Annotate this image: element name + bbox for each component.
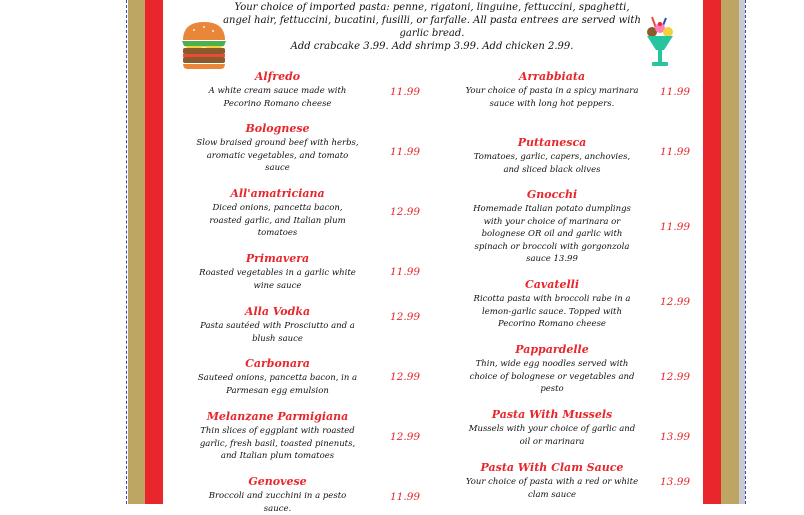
item-description: Broccoli and zucchini in a pesto sauce.	[208, 491, 347, 514]
item-price: 11.99	[660, 146, 691, 158]
item-description: A white cream sauce made with Pecorino Romano cheese	[208, 86, 347, 109]
item-price: 11.99	[660, 221, 691, 233]
item-name: Genovese	[248, 475, 307, 488]
item-name: Melanzane Parmigiana	[206, 410, 349, 423]
add-ons-text: Add crabcake 3.99. Add shrimp 3.99. Add chicken 2.99.	[290, 41, 574, 52]
item-price: 12.99	[390, 206, 421, 218]
item-price: 13.99	[660, 476, 691, 488]
left-dashed-border	[126, 0, 127, 504]
item-description: Tomatoes, garlic, capers, anchovies, and sliced black olives	[473, 152, 631, 175]
menu-item-pasta-with-mussels	[465, 408, 639, 448]
item-name: Primavera	[245, 252, 310, 265]
left-red-stripe	[145, 0, 163, 504]
item-price: 12.99	[390, 431, 421, 443]
item-description: Thin slices of eggplant with roasted garlic, fresh basil, toasted pinenuts, and Italian plum tomatoes	[199, 426, 356, 461]
item-description: Ricotta pasta with broccoli rabe in a lemon-garlic sauce. Topped with Pecorino Romano cheese	[473, 294, 631, 329]
item-price: 11.99	[660, 86, 691, 98]
menu-item-pasta-with-clam-sauce	[465, 461, 639, 501]
item-price: 11.99	[390, 146, 421, 158]
menu-item-alla-vodka	[195, 305, 360, 345]
item-name: Carbonara	[245, 357, 310, 370]
menu-item-puttanesca	[465, 136, 639, 176]
right-gold-stripe	[721, 0, 739, 504]
item-description: Sauteed onions, pancetta bacon, in a Parmesan egg emulsion	[197, 373, 358, 396]
item-name: Pappardelle	[515, 343, 589, 356]
item-description: Slow braised ground beef with herbs, aromatic vegetables, and tomato sauce	[196, 138, 359, 173]
menu-item-arrabbiata	[465, 70, 639, 110]
left-gold-stripe	[128, 0, 145, 504]
menu-item-gnocchi	[465, 188, 639, 266]
item-name: Alfredo	[254, 70, 301, 83]
sundae-icon	[644, 14, 676, 70]
item-name: Gnocchi	[526, 188, 578, 201]
item-name: Puttanesca	[517, 136, 587, 149]
item-price: 11.99	[390, 86, 421, 98]
item-description: Thin, wide egg noodles served with choice of bolognese or vegetables and pesto	[469, 359, 635, 394]
item-price: 13.99	[660, 431, 691, 443]
menu-item-bolognese	[195, 122, 360, 175]
item-price: 11.99	[390, 266, 421, 278]
item-price: 12.99	[660, 296, 691, 308]
item-name: Alla Vodka	[244, 305, 311, 318]
right-dashed-border	[745, 0, 746, 504]
item-description: Mussels with your choice of garlic and oil or marinara	[468, 424, 636, 447]
menu-item-carbonara	[195, 357, 360, 397]
menu-item-melanzane-parmigiana	[195, 410, 360, 463]
menu-item-genovese	[195, 475, 360, 515]
item-name: Arrabbiata	[518, 70, 586, 83]
pasta-intro-text: Your choice of imported pasta: penne, rigatoni, linguine, fettuccini, spaghetti, angel hair, fettuccini, bucatini, fusilli, or farfalle. All pasta entrees are served with garlic bread.	[223, 2, 641, 39]
item-name: Pasta With Mussels	[491, 408, 613, 421]
left-margin	[0, 0, 128, 504]
menu-item-primavera	[195, 252, 360, 292]
item-price: 12.99	[660, 371, 691, 383]
menu-item-alfredo	[195, 70, 360, 110]
menu-item-pappardelle	[465, 343, 639, 396]
item-name: All'amatriciana	[230, 187, 325, 200]
item-name: Bolognese	[245, 122, 310, 135]
right-red-stripe	[703, 0, 721, 504]
item-name: Pasta With Clam Sauce	[480, 461, 624, 474]
menu-item-amatriciana	[195, 187, 360, 240]
item-description: Pasta sautéed with Prosciutto and a blush sauce	[200, 321, 355, 344]
item-description: Homemade Italian potato dumplings with your choice of marinara or bolognese OR oil and garlic with spinach or broccoli with gorgonzola sauce 13.99	[473, 204, 631, 264]
item-price: 12.99	[390, 311, 421, 323]
item-price: 12.99	[390, 371, 421, 383]
item-description: Roasted vegetables in a garlic white wine sauce	[199, 268, 356, 291]
item-name: Cavatelli	[524, 278, 580, 291]
burger-icon	[180, 20, 228, 70]
item-description: Your choice of pasta with a red or white clam sauce	[465, 477, 639, 500]
item-price: 11.99	[390, 491, 421, 503]
item-description: Your choice of pasta in a spicy marinara sauce with long hot peppers.	[465, 86, 639, 109]
item-description: Diced onions, pancetta bacon, roasted garlic, and Italian plum tomatoes	[209, 203, 346, 238]
menu-item-cavatelli	[465, 278, 639, 331]
